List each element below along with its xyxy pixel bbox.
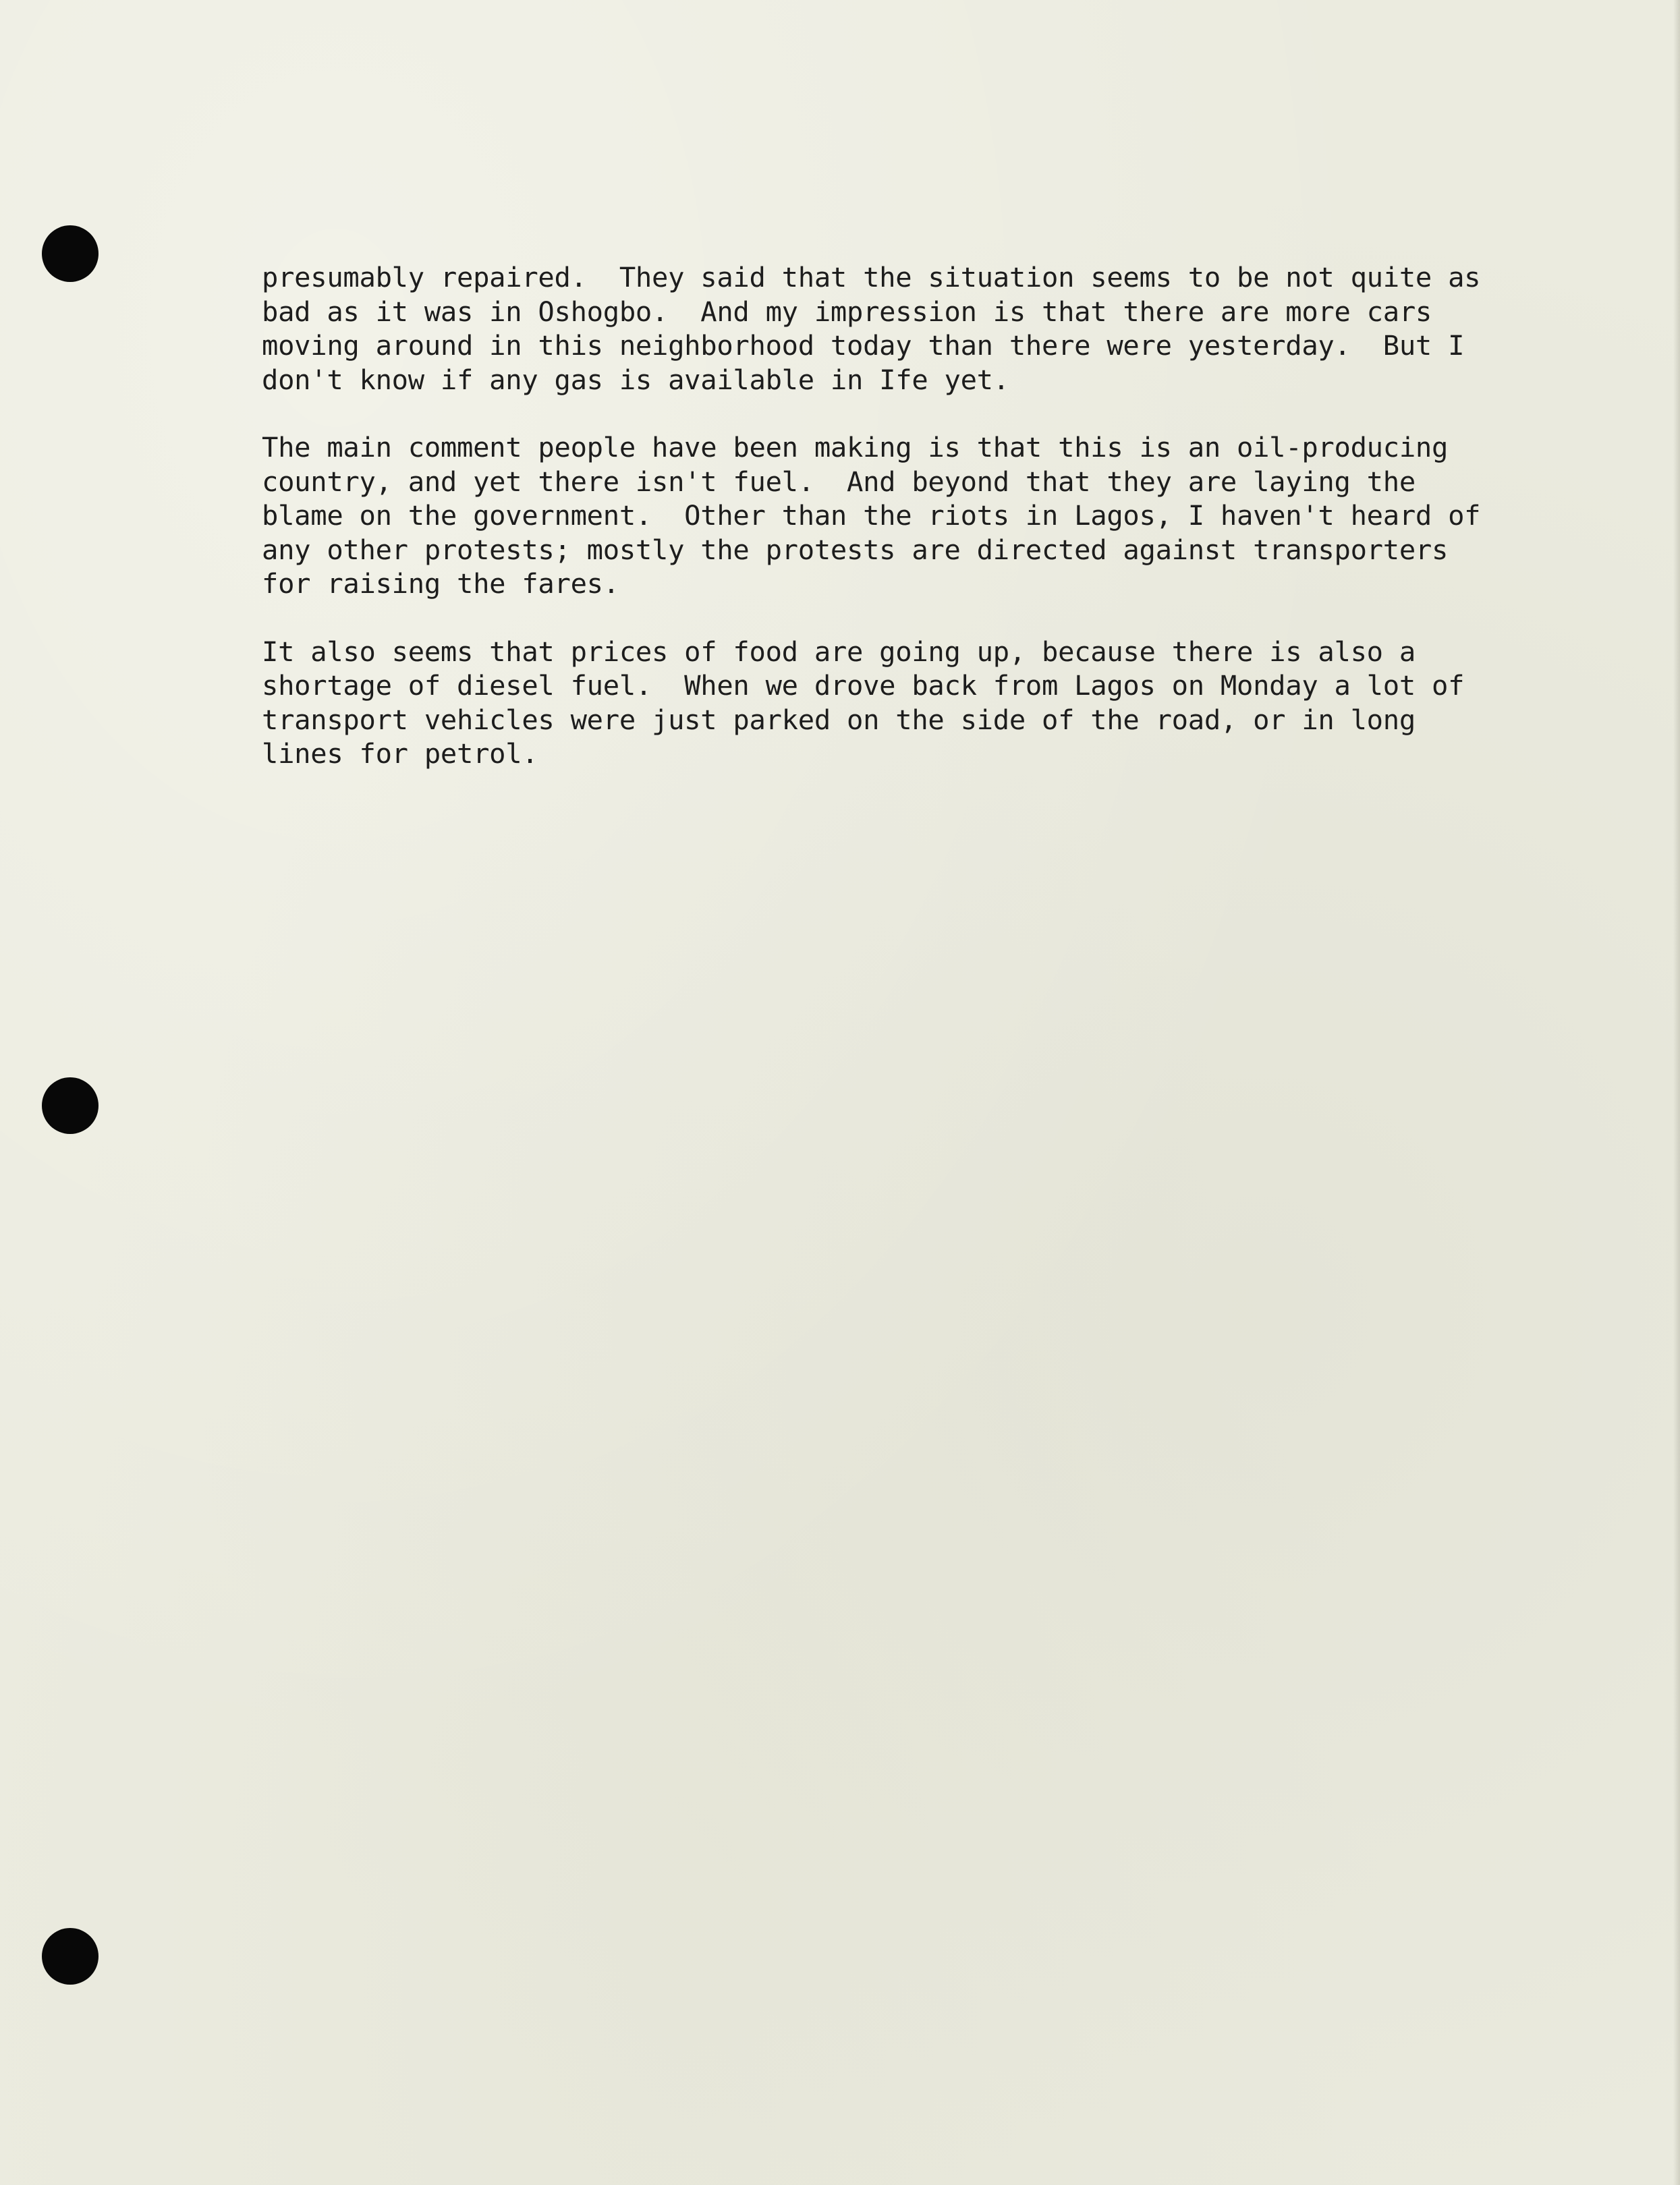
text-line: moving around in this neighborhood today than there were yesterday. But I xyxy=(262,329,1465,362)
document-body xyxy=(262,260,1517,805)
page-edge xyxy=(1673,0,1680,2185)
paragraph-1 xyxy=(262,260,1517,397)
punch-hole-bottom xyxy=(42,1928,99,1985)
text-line: It also seems that prices of food are going up, because there is also a xyxy=(262,635,1416,668)
text-line: The main comment people have been making is that this is an oil-producing xyxy=(262,431,1449,463)
paragraph-3 xyxy=(262,635,1517,771)
text-line: for raising the fares. xyxy=(262,567,619,600)
paragraph-2 xyxy=(262,430,1517,601)
punch-hole-middle xyxy=(42,1077,99,1134)
text-line: bad as it was in Oshogbo. And my impression is that there are more cars xyxy=(262,295,1432,328)
text-line: country, and yet there isn't fuel. And beyond that they are laying the xyxy=(262,465,1416,498)
text-line: shortage of diesel fuel. When we drove back from Lagos on Monday a lot of xyxy=(262,669,1465,702)
punch-hole-top xyxy=(42,225,99,282)
text-line: any other protests; mostly the protests are directed against transporters xyxy=(262,533,1449,566)
text-line: lines for petrol. xyxy=(262,737,538,770)
text-line: transport vehicles were just parked on the side of the road, or in long xyxy=(262,703,1416,736)
text-line: don't know if any gas is available in Ife yet. xyxy=(262,363,1009,396)
text-line: blame on the government. Other than the riots in Lagos, I haven't heard of xyxy=(262,499,1481,532)
text-line: presumably repaired. They said that the situation seems to be not quite as xyxy=(262,261,1481,293)
